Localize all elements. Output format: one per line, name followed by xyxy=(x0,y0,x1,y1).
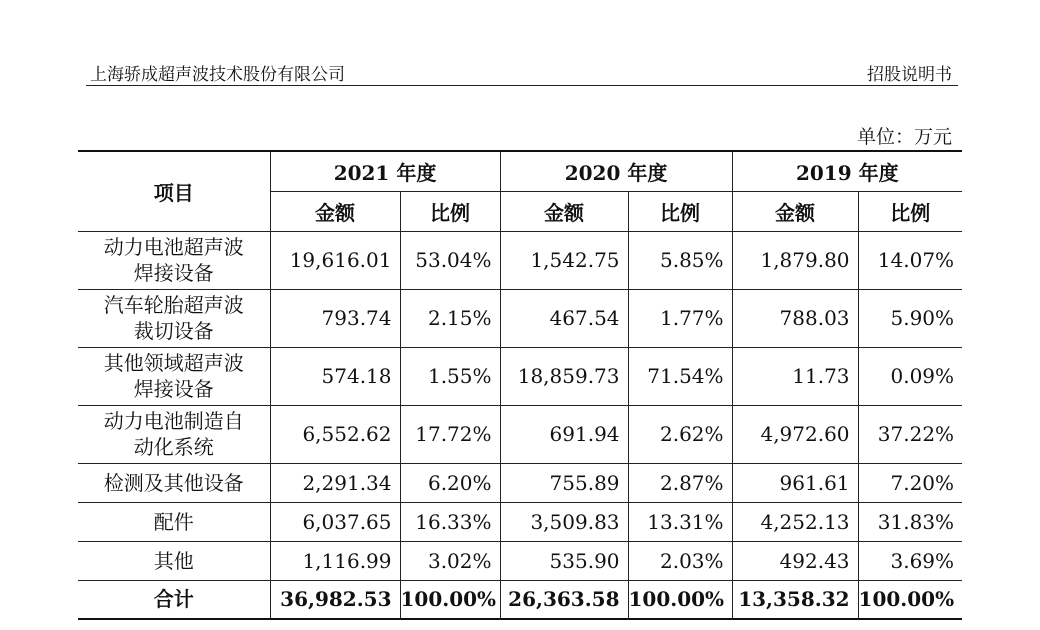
revenue-table xyxy=(78,150,962,620)
cell-value: 1,542.75 xyxy=(500,231,628,289)
total-value: 26,363.58 xyxy=(500,580,628,619)
company-name: 上海骄成超声波技术股份有限公司 xyxy=(90,65,345,85)
table-row xyxy=(78,463,962,502)
row-label: 动力电池制造自 动化系统 xyxy=(78,405,270,463)
cell-value: 19,616.01 xyxy=(270,231,400,289)
row-label: 配件 xyxy=(78,502,270,541)
cell-value: 2.03% xyxy=(628,541,732,580)
cell-value: 1.55% xyxy=(400,347,500,405)
cell-value: 691.94 xyxy=(500,405,628,463)
cell-value: 3,509.83 xyxy=(500,502,628,541)
table-row xyxy=(78,231,962,289)
table-row xyxy=(78,289,962,347)
total-value: 100.00% xyxy=(400,580,500,619)
cell-value: 1,116.99 xyxy=(270,541,400,580)
cell-value: 5.90% xyxy=(858,289,962,347)
cell-value: 3.69% xyxy=(858,541,962,580)
total-label: 合计 xyxy=(78,580,270,619)
cell-value: 16.33% xyxy=(400,502,500,541)
cell-value: 2.87% xyxy=(628,463,732,502)
cell-value: 37.22% xyxy=(858,405,962,463)
cell-value: 6,037.65 xyxy=(270,502,400,541)
total-value: 13,358.32 xyxy=(732,580,858,619)
cell-value: 6,552.62 xyxy=(270,405,400,463)
cell-value: 53.04% xyxy=(400,231,500,289)
header-item: 项目 xyxy=(78,151,270,231)
cell-value: 17.72% xyxy=(400,405,500,463)
cell-value: 1,879.80 xyxy=(732,231,858,289)
cell-value: 11.73 xyxy=(732,347,858,405)
row-label: 动力电池超声波 焊接设备 xyxy=(78,231,270,289)
cell-value: 13.31% xyxy=(628,502,732,541)
table-row xyxy=(78,405,962,463)
subheader-amount: 金额 xyxy=(500,191,628,231)
cell-value: 7.20% xyxy=(858,463,962,502)
subheader-ratio: 比例 xyxy=(628,191,732,231)
total-value: 100.00% xyxy=(628,580,732,619)
header-year-2021: 2021 年度 xyxy=(270,151,500,191)
cell-value: 788.03 xyxy=(732,289,858,347)
header-year-2019: 2019 年度 xyxy=(732,151,962,191)
header-year-2020: 2020 年度 xyxy=(500,151,732,191)
subheader-amount: 金额 xyxy=(270,191,400,231)
header-rule xyxy=(86,85,958,86)
cell-value: 4,972.60 xyxy=(732,405,858,463)
cell-value: 961.61 xyxy=(732,463,858,502)
cell-value: 2.15% xyxy=(400,289,500,347)
subheader-ratio: 比例 xyxy=(400,191,500,231)
cell-value: 492.43 xyxy=(732,541,858,580)
cell-value: 574.18 xyxy=(270,347,400,405)
cell-value: 31.83% xyxy=(858,502,962,541)
cell-value: 71.54% xyxy=(628,347,732,405)
cell-value: 1.77% xyxy=(628,289,732,347)
unit-label: 单位：万元 xyxy=(856,126,952,148)
cell-value: 793.74 xyxy=(270,289,400,347)
cell-value: 4,252.13 xyxy=(732,502,858,541)
total-value: 36,982.53 xyxy=(270,580,400,619)
cell-value: 467.54 xyxy=(500,289,628,347)
cell-value: 535.90 xyxy=(500,541,628,580)
cell-value: 3.02% xyxy=(400,541,500,580)
cell-value: 14.07% xyxy=(858,231,962,289)
row-label: 其他 xyxy=(78,541,270,580)
table-row xyxy=(78,502,962,541)
cell-value: 5.85% xyxy=(628,231,732,289)
cell-value: 2.62% xyxy=(628,405,732,463)
table-row xyxy=(78,347,962,405)
row-label: 汽车轮胎超声波 裁切设备 xyxy=(78,289,270,347)
row-label: 其他领域超声波 焊接设备 xyxy=(78,347,270,405)
cell-value: 2,291.34 xyxy=(270,463,400,502)
row-label: 检测及其他设备 xyxy=(78,463,270,502)
cell-value: 755.89 xyxy=(500,463,628,502)
document-type: 招股说明书 xyxy=(867,65,952,85)
total-value: 100.00% xyxy=(858,580,962,619)
subheader-amount: 金额 xyxy=(732,191,858,231)
cell-value: 6.20% xyxy=(400,463,500,502)
cell-value: 18,859.73 xyxy=(500,347,628,405)
subheader-ratio: 比例 xyxy=(858,191,962,231)
table-row xyxy=(78,541,962,580)
cell-value: 0.09% xyxy=(858,347,962,405)
total-row xyxy=(78,580,962,619)
